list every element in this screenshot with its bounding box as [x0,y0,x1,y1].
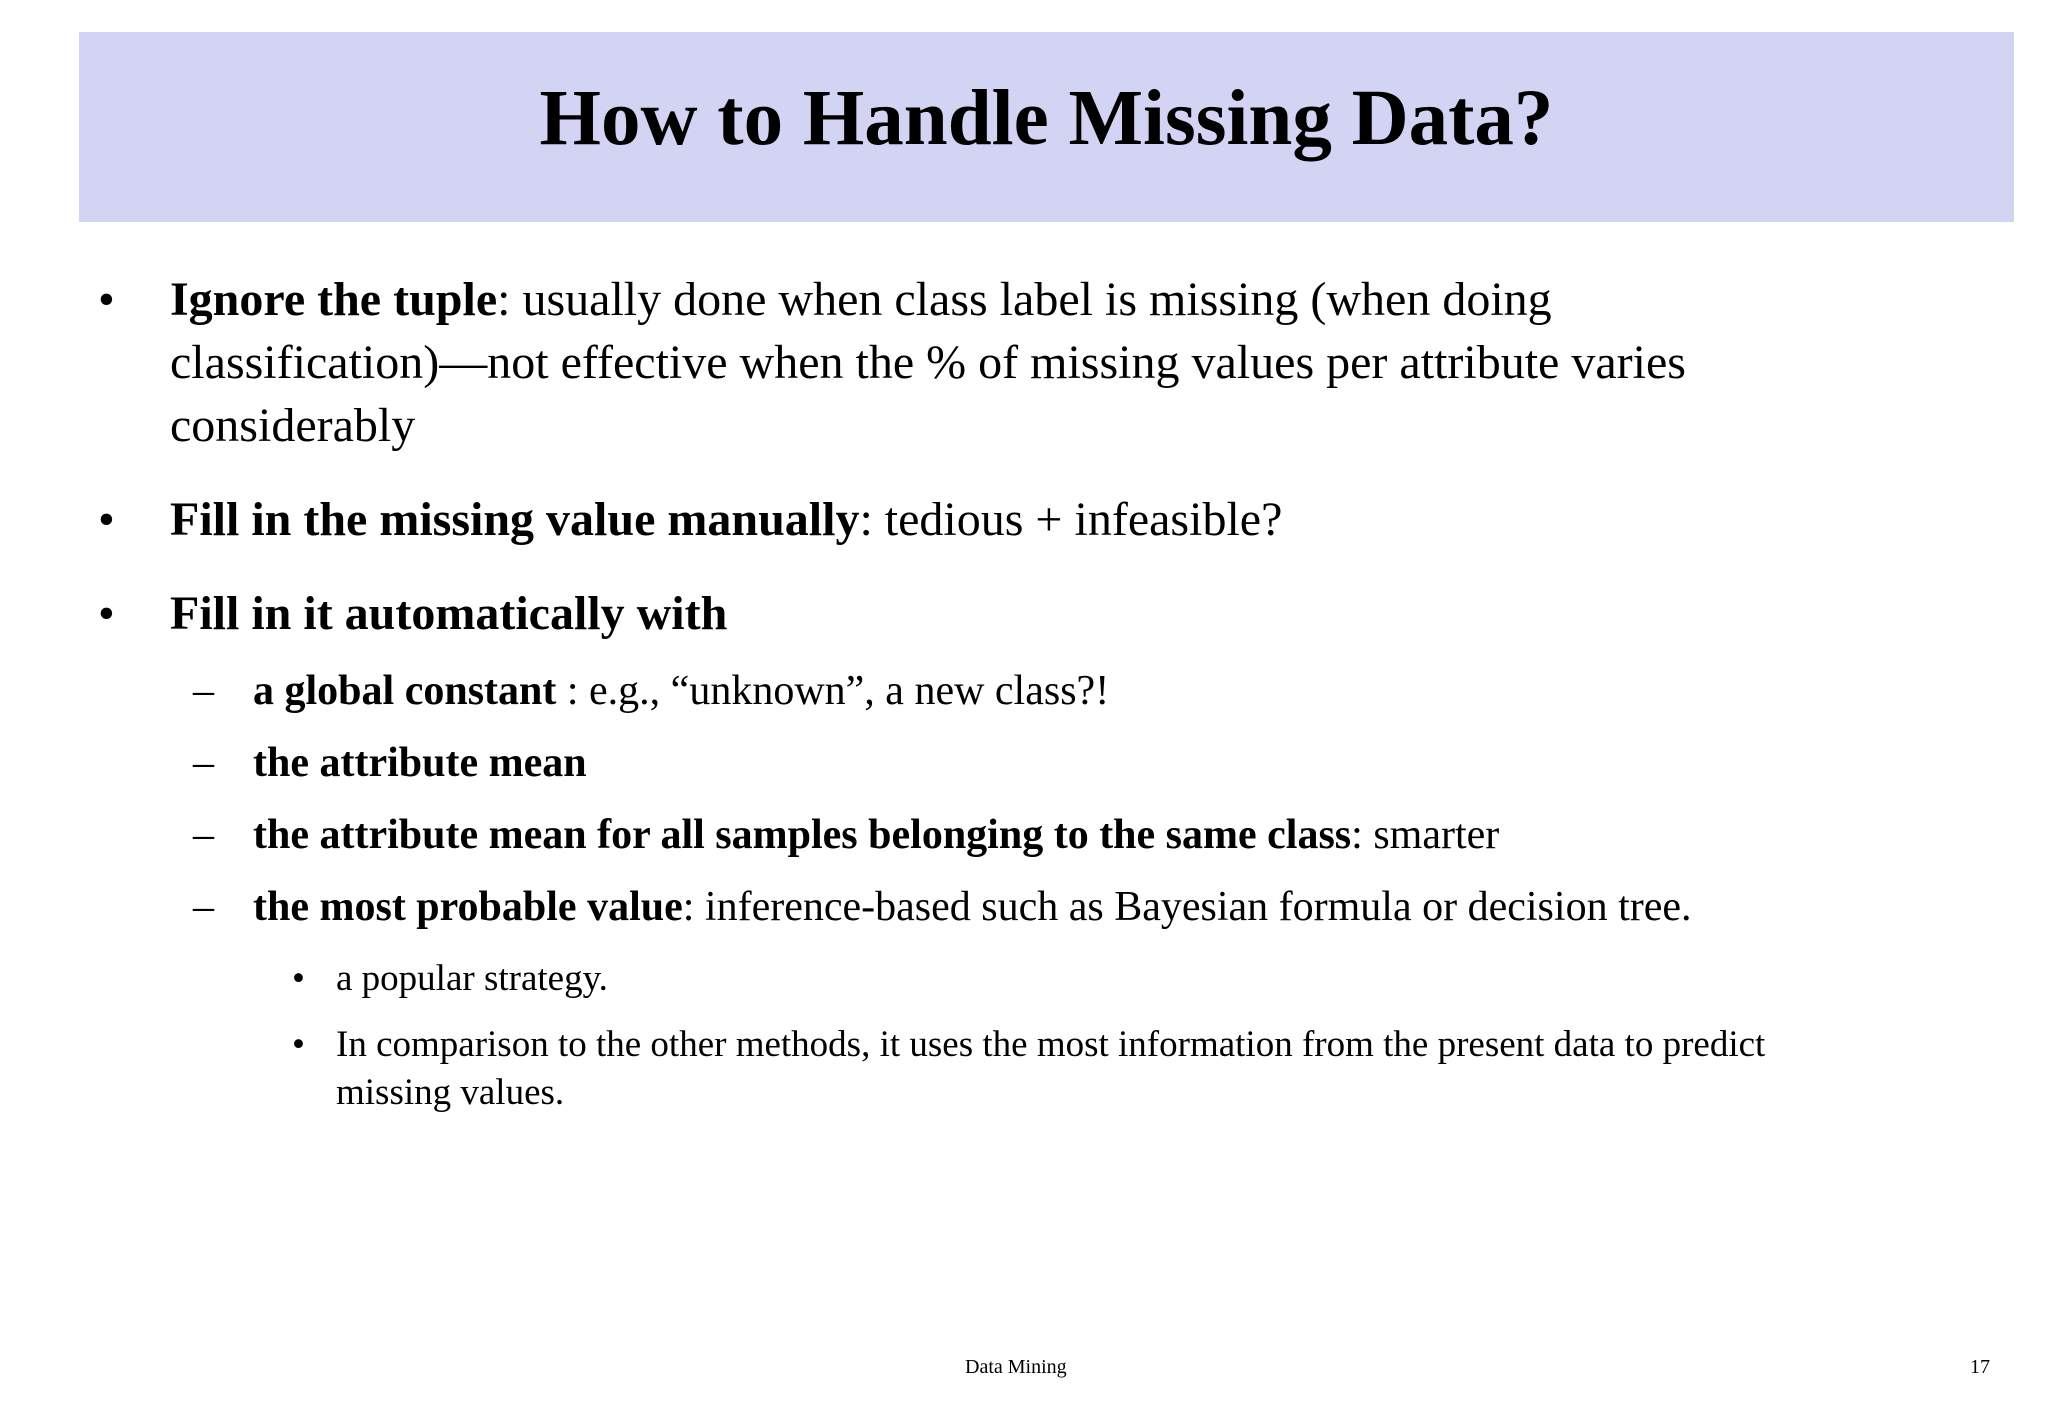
footer-center-text: Data Mining [965,1356,1067,1378]
subsubitem-comparison-continued: missing values. [336,1072,565,1113]
title-band [79,32,2014,222]
subitem-bold-label: the attribute mean for all samples belonging to the same class [253,812,1352,858]
subsubitem-popular-strategy: a popular strategy. [336,958,608,999]
bullet-marker: • [98,493,115,546]
dash-marker: – [193,668,214,714]
subitem-bold-label: a global constant [253,668,557,714]
item-text: : tedious + infeasible? [859,493,1283,546]
dash-marker: – [193,740,214,786]
page-number: 17 [1970,1356,1990,1378]
subitem-global-constant [253,665,1109,717]
subitem-text: : e.g., “unknown”, a new class?! [556,668,1110,714]
subitem-most-probable-value [253,881,1692,933]
subsubitem-comparison: In comparison to the other methods, it uses the most information from the present data to predict [336,1024,1766,1065]
list-item-ignore-tuple [170,268,1552,331]
subitem-attribute-mean-same-class [253,809,1499,861]
item-text: : usually done when class label is missing (when doing [497,273,1552,326]
dash-marker: – [193,884,214,930]
bullet-marker: • [98,587,115,640]
subitem-bold-label: the most probable value [253,884,683,930]
item-bold-label: Ignore the tuple [170,273,498,326]
subitem-bold-label: the attribute mean [253,740,587,786]
item-text-continued: considerably [170,399,416,452]
list-item-fill-manually [170,488,1282,551]
item-bold-label: Fill in it automatically with [170,587,728,640]
subitem-text: : inference-based such as Bayesian formula or decision tree. [682,884,1692,930]
bullet-marker: • [98,273,115,326]
list-item-fill-automatically [170,582,727,645]
item-bold-label: Fill in the missing value manually [170,493,860,546]
item-text-continued: classification)—not effective when the % of missing values per attribute varies [170,336,1686,389]
dash-marker: – [193,812,214,858]
slide-title: How to Handle Missing Data? [539,75,1554,162]
bullet-marker-small: • [292,1024,305,1065]
subitem-attribute-mean [253,737,587,789]
bullet-marker-small: • [292,958,305,999]
subitem-text: : smarter [1351,812,1500,858]
